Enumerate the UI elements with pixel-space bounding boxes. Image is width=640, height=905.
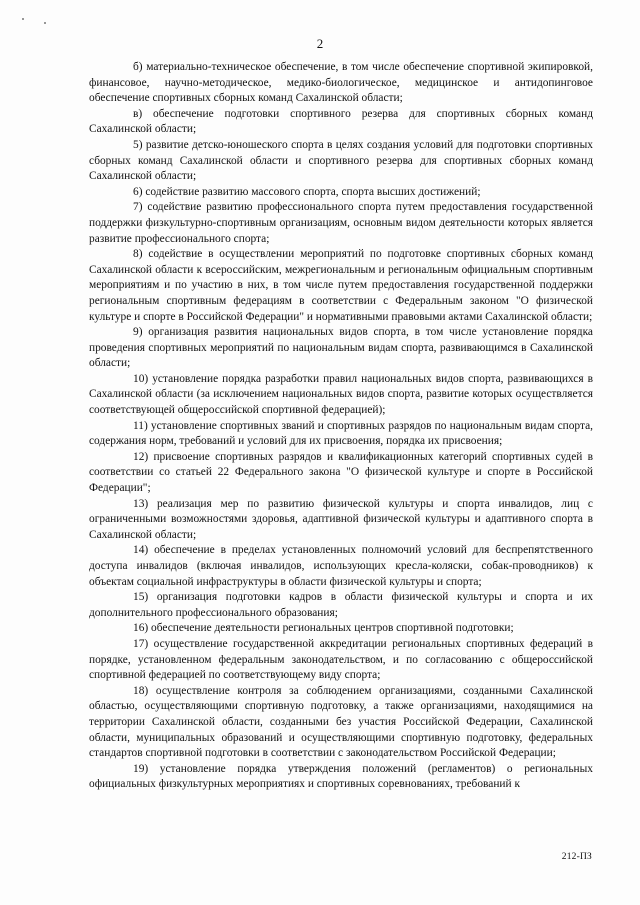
paragraph: 11) установление спортивных званий и спортивных разрядов по национальным видам спорта, содержания норм, требований и условий для их присвоения, порядка их присвоения; — [89, 419, 593, 448]
paragraph: 17) осуществление государственной аккредитации региональных спортивных федераций в порядке, установленном федеральным законодательством, и по согласованию с общероссийской спортивной федерацией по соответствующему виду спорта; — [89, 637, 593, 682]
paragraph: 13) реализация мер по развитию физической культуры и спорта инвалидов, лиц с ограниченными возможностями здоровья, адаптивной физической культуры и адаптивного спорта в Сахалинской области; — [89, 497, 593, 541]
paragraph: 9) организация развития национальных видов спорта, в том числе установление порядка проведения спортивных мероприятий по национальным видам спорта, развивающимся в Сахалинской области; — [89, 326, 593, 370]
scan-speck — [44, 22, 46, 24]
paragraph: 12) присвоение спортивных разрядов и квалификационных категорий спортивных судей в соответствии со статьей 22 Федерального закона "О физической культуре и спорте в Российской Федерации"; — [89, 450, 593, 495]
paragraph: в) обеспечение подготовки спортивного резерва для спортивных сборных команд Сахалинской области; — [89, 107, 593, 136]
document-code: 212-ПЗ — [561, 852, 592, 862]
paragraph: 6) содействие развитию массового спорта, спорта высших достижений; — [133, 185, 481, 198]
paragraph: 18) осуществление контроля за соблюдением организациями, созданными Сахалинской областью, осуществляющими спортивную подготовку, а также организациями, находящимися на территории Сахалинской области, созданными без участия Российской Федерации, Сахалинской области, муниципальных образований и осуществляющими спортивную подготовку, федеральных стандартов спортивной подготовки в соответствии с законодательством Российской Федерации; — [89, 684, 593, 760]
paragraph: 16) обеспечение деятельности региональных центров спортивной подготовки; — [133, 622, 514, 635]
paragraph: 8) содействие в осуществлении мероприятий по подготовке спортивных сборных команд Сахалинской области к всероссийским, межрегиональным и региональным официальным спортивным мероприятиям и по участию в них, в том числе путем предоставления государственной поддержки региональным спортивным федерациям в соответствии с Федеральным законом "О физической культуре и спорте в Российской Федерации" и нормативными правовыми актами Сахалинской области; — [89, 248, 593, 323]
document-body — [89, 60, 593, 793]
paragraph: 7) содействие развитию профессионального спорта путем предоставления государственной поддержки физкультурно-спортивным организациям, основным видом деятельности которых является развитие профессионального спорта; — [89, 201, 593, 245]
paragraph: 5) развитие детско-юношеского спорта в целях создания условий для подготовки спортивных сборных команд Сахалинской области и спортивного резерва для спортивных сборных команд Сахалинской области; — [89, 138, 593, 183]
paragraph: 10) установление порядка разработки правил национальных видов спорта, развивающихся в Сахалинской области (за исключением национальных видов спорта, развитие которых осуществляется соответствующей общероссийской спортивной федерацией); — [89, 372, 593, 417]
page-number: 2 — [316, 36, 324, 51]
paragraph: 15) организация подготовки кадров в области физической культуры и спорта и их дополнительного профессионального образования; — [89, 591, 593, 619]
scan-speck — [22, 18, 24, 20]
paragraph: 19) установление порядка утверждения положений (регламентов) о региональных официальных физкультурных мероприятиях и спортивных соревнованиях, требований к — [89, 762, 593, 791]
paragraph: 14) обеспечение в пределах установленных полномочий условий для беспрепятственного доступа инвалидов (включая инвалидов, использующих кресла-коляски, собак-проводников) к объектам социальной инфраструктуры в области физической культуры и спорта; — [89, 544, 593, 588]
paragraph: б) материально-техническое обеспечение, в том числе обеспечение спортивной экипировкой, финансовое, научно-методическое, медико-биологическое, медицинское и антидопинговое обеспечение спортивных сборных команд Сахалинской области; — [89, 61, 593, 105]
